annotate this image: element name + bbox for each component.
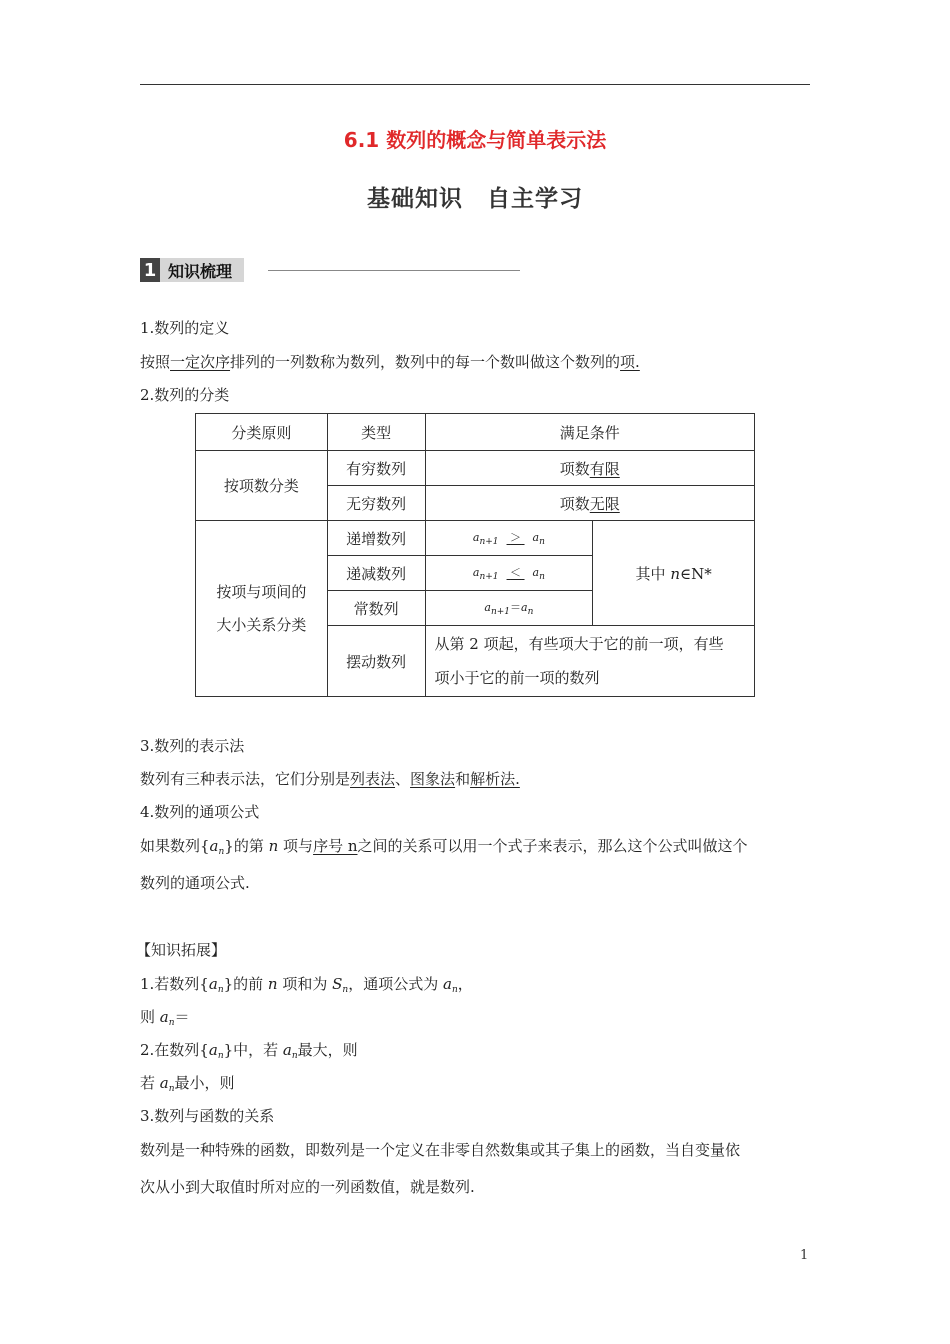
table-cell: 项数无限	[425, 486, 754, 521]
section-divider	[268, 270, 520, 271]
table-cell: 有穷数列	[327, 451, 425, 486]
general-term-text-line2: 数列的通项公式.	[140, 874, 250, 892]
table-cell: 项数有限	[425, 451, 754, 486]
table-cell: 摆动数列	[327, 626, 425, 697]
extension-item-2: 2.在数列$\{a_n\}$中，若 $a_n$最大，则	[140, 1041, 358, 1061]
table-cell: 从第 2 项起，有些项大于它的前一项，有些 项小于它的前一项的数列	[425, 626, 754, 697]
table-cell: 常数列	[327, 591, 425, 626]
extension-item-2-line2: 若 $a_n$最小，则	[140, 1074, 235, 1094]
table-cell: 按项与项间的 大小关系分类	[196, 521, 328, 697]
section-heading	[140, 258, 244, 282]
classification-heading: 2.数列的分类	[140, 386, 230, 404]
extension-item-1: 1.若数列$\{a_n\}$的前 n 项和为 $S_n$，通项公式为 $a_n$，	[140, 975, 473, 995]
top-rule	[140, 84, 810, 85]
table-header: 满足条件	[425, 414, 754, 451]
extension-item-3-heading: 3.数列与函数的关系	[140, 1107, 275, 1125]
table-cell: 递减数列	[327, 556, 425, 591]
table-cell: 其中 n∈N*	[593, 521, 755, 626]
table-row	[196, 451, 755, 486]
table-cell: 按项数分类	[196, 451, 328, 521]
definition-text: 按照一定次序排列的一列数称为数列，数列中的每一个数叫做这个数列的项.	[140, 353, 640, 371]
extension-heading: 【知识拓展】	[136, 941, 227, 959]
definition-heading: 1.数列的定义	[140, 319, 230, 337]
representation-text: 数列有三种表示法，它们分别是列表法、图象法和解析法.	[140, 770, 520, 788]
page-number: 1	[800, 1248, 809, 1263]
table-cell: $a_{n+1} < a_n$	[425, 556, 593, 591]
general-term-heading: 4.数列的通项公式	[140, 803, 260, 821]
table-header: 类型	[327, 414, 425, 451]
extension-item-1-line2: 则 $a_n=$	[140, 1008, 190, 1028]
general-term-text-line1: 如果数列$\{a_n\}$的第 n 项与序号 n之间的关系可以用一个式子来表示，那么这个公式叫做这个	[140, 837, 748, 857]
extension-item-3-line2: 次从小到大取值时所对应的一列函数值，就是数列.	[140, 1178, 475, 1196]
section-number: 1	[140, 258, 160, 282]
chapter-title: 6.1 数列的概念与简单表示法	[343, 128, 607, 152]
table-cell: 无穷数列	[327, 486, 425, 521]
representation-heading: 3.数列的表示法	[140, 737, 245, 755]
table-cell: $a_{n+1}=a_n$	[425, 591, 593, 626]
table-row	[196, 521, 755, 556]
table-header: 分类原则	[196, 414, 328, 451]
extension-item-3-line1: 数列是一种特殊的函数，即数列是一个定义在非零自然数集或其子集上的函数，当自变量依	[140, 1141, 741, 1159]
section-label: 知识梳理	[160, 258, 244, 282]
section-subtitle: 基础知识 自主学习	[367, 186, 583, 212]
table-cell: 递增数列	[327, 521, 425, 556]
table-header-row	[196, 414, 755, 451]
classification-table	[195, 413, 755, 697]
table-cell: $a_{n+1} > a_n$	[425, 521, 593, 556]
